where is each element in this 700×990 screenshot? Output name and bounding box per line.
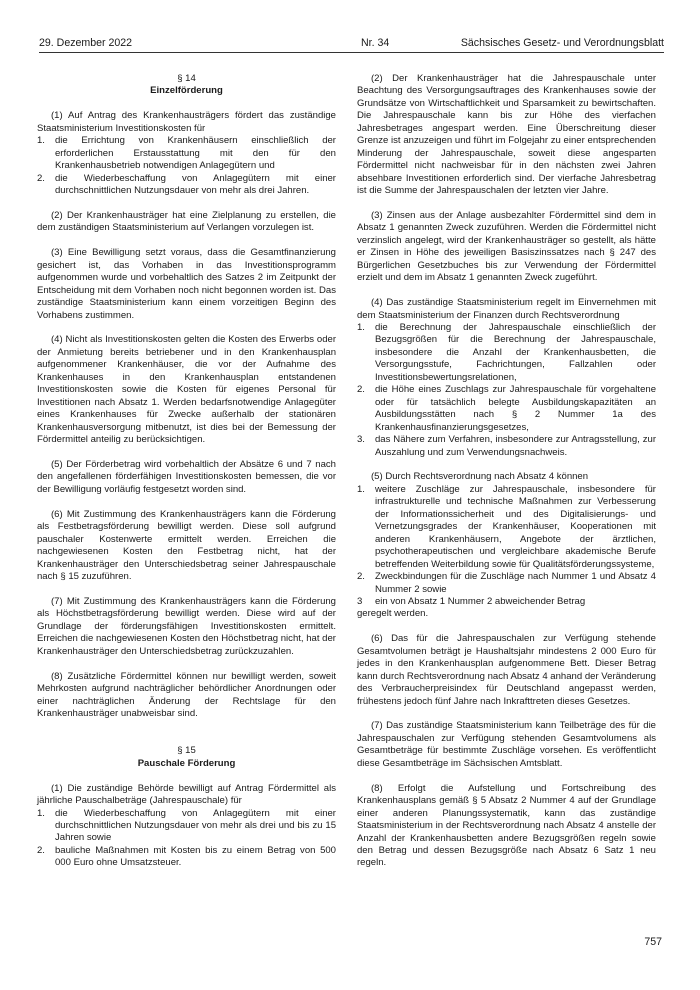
s14-p1-list xyxy=(37,135,336,197)
s14-paragraph-7: (7) Mit Zustimmung des Krankenhausträgers kann die Förderung als Höchstbetragsförderung bewilligt werden. Diese wird auf der Grundlage der förderungsfähigen Investitionskosten ermittelt. Erreichen die nachgewiesenen Kosten den Höchstbetrag nicht, hat der Krankenhausträger den Unterschiedsbetrag zurückzuzahlen. xyxy=(37,595,336,657)
list-item: 1. die Berechnung der Jahrespauschale einschließlich der Bezugsgrößen für die Berechnung der Jahrespauschale, insbesondere die Anzahl der Krankenhausbetten, die Versorgungsstufe, Fachrichtungen, Fallzahlen oder Investitionsbewertungsrelationen, xyxy=(357,322,656,383)
list-item: 2. die Höhe eines Zuschlags zur Jahrespauschale für vorgehaltene oder für tatsächlich belegte Ausbildungskapazitäten an Ausbildungsstätten nach § 2 Nummer 1a des Krankenhausfinanzierungsgesetzes, xyxy=(357,384,656,433)
s14-paragraph-6: (6) Mit Zustimmung des Krankenhausträgers kann die Förderung als Festbetragsförderung bewilligt werden. Diese soll aufgrund pauschaler Kostenwerte ermittelt werden. Erreichen die nachgewiesenen Kosten den Festbetrag nicht, hat der Krankenhausträger den Unterschiedsbetrag seiner Jahrespauschale nach § 15 zuzuführen. xyxy=(37,508,336,583)
s15-p5-outro: geregelt werden. xyxy=(357,608,429,620)
s14-paragraph-3: (3) Eine Bewilligung setzt voraus, dass die Gesamtfinanzierung gesichert ist, das Vorhaben in das Investitionsprogramm aufgenommen wurde und vorbehaltlich des Satzes 2 im Zeitpunkt der Entscheidung mit dem Vorhaben noch nicht begonnen worden ist. Das zuständige Staatsministerium kann einem vorzeitigen Beginn des Vorhabens zustimmen. xyxy=(37,247,336,321)
section-14-number: § 14 xyxy=(177,73,196,84)
s15-paragraph-2: (2) Der Krankenhausträger hat die Jahrespauschale unter Beachtung des Versorgungsauftrages des Krankenhauses sowie der Grundsätze von Wirtschaftlichkeit und Sparsamkeit zu bewirtschaften. Die Jahrespauschale kann bis zur Höhe des vierfachen Jahresbetrages angespart werden. Eine Überschreitung dieser Grenze ist anzuzeigen und führt im Folgejahr zu einer entsprechenden Minderung der Jahrespauschale, soweit diese angesparten Fördermittel nicht nachweisbar für in den nächsten zwei Jahren absehbare Investitionen erforderlich sind. Der vierfache Jahresbetrag ist die Summe der Jahrespauschalen der letzten vier Jahre. xyxy=(357,73,656,197)
s14-paragraph-1: (1) Auf Antrag des Krankenhausträgers fördert das zuständige Staatsministerium Investitionskosten für xyxy=(37,110,336,134)
header-publication: Sächsisches Gesetz- und Verordnungsblatt xyxy=(460,37,664,49)
list-item: 2. die Wiederbeschaffung von Anlagegütern mit einer durchschnittlichen Nutzungsdauer von mehr als drei Jahren. xyxy=(37,172,336,197)
s15-paragraph-6: (6) Das für die Jahrespauschalen zur Verfügung stehende Gesamtvolumen beträgt je Haushaltsjahr mindestens 2 000 Euro für jedes in den Krankenhausplan aufgenommene Bett. Dieser Betrag kann durch Rechtsverordnung nach Absatz 4 anhand der Veränderung des Verbraucherpreisindex für Deutschland angepasst werden, frühestens jedoch fünf Jahre nach Inkrafttreten dieses Gesetzes. xyxy=(357,633,656,707)
page-number: 757 xyxy=(644,936,662,948)
right-column xyxy=(357,73,656,870)
list-item: 3 ein von Absatz 1 Nummer 2 abweichender Betrag xyxy=(357,595,586,607)
section-15-number: § 15 xyxy=(177,745,196,757)
s15-paragraph-8: (8) Erfolgt die Aufstellung und Fortschreibung des Krankenhausplans gemäß § 5 Absatz 2 Nummer 4 auf der Grundlage einer anderen Planungssystematik, kann das zuständige Staatsministerium in der Rechtsverordnung nach Absatz 4 anstelle der Anzahl der Krankenhausbetten andere Bezugsgrößen regeln sowie den Betrag und dessen Bezugsgröße nach Absatz 6 Satz 1 neu regeln. xyxy=(357,782,656,869)
list-item: 1. die Wiederbeschaffung von Anlagegütern mit einer durchschnittlichen Nutzungsdauer von mehr als drei und bis zu 15 Jahren sowie xyxy=(37,807,336,844)
s15-p4-list xyxy=(357,322,656,459)
list-item: 3. das Nähere zum Verfahren, insbesondere zur Antragsstellung, zur Auszahlung und zum Verwendungsnachweis. xyxy=(357,434,656,458)
s15-paragraph-1: (1) Die zuständige Behörde bewilligt auf Antrag Fördermittel als jährliche Pauschalbeträge (Jahrespauschale) für xyxy=(37,782,336,807)
list-item: 2. Zweckbindungen für die Zuschläge nach Nummer 1 und Absatz 4 Nummer 2 sowie xyxy=(357,571,656,595)
s15-paragraph-3: (3) Zinsen aus der Anlage ausbezahlter Fördermittel sind dem in Absatz 1 genannten Zweck zuzuführen. Werden die Fördermittel nicht verzinslich angelegt, wird der Krankenhausträger so gestellt, als hätte er Zinsen in Höhe des jeweiligen Basiszinssatzes nach § 247 des Bürgerlichen Gesetzbuches bis zur Verwendung der Fördermittel erzielt und dem im Absatz 1 genannten Zweck zugeführt. xyxy=(357,209,656,284)
left-column xyxy=(37,73,336,870)
section-15-title: Pauschale Förderung xyxy=(137,757,236,769)
section-14-title: Einzelförderung xyxy=(150,85,223,97)
s15-paragraph-5: (5) Durch Rechtsverordnung nach Absatz 4 können xyxy=(371,471,589,483)
list-item: 1. weitere Zuschläge zur Jahrespauschale, insbesondere für infrastrukturelle und technische Maßnahmen zur Verbesserung der Informationssicherheit und des Digitalisierungs- und Vernetzungsgrades der Krankenhäuser, Kooperationen mit anderen Krankenhäusern, Angebote der ärztlichen, psychotherapeutischen und vergleichbare akademische Berufe betreffenden Weiterbildung sowie für Qualitätsförderungssysteme, xyxy=(357,483,656,570)
s14-paragraph-8: (8) Zusätzliche Fördermittel können nur bewilligt werden, soweit Mehrkosten aufgrund nachträglicher behördlicher Anordnungen oder einer nachträglichen Änderung der Rechtslage für den Krankenhausträger unabweisbar sind. xyxy=(37,670,336,719)
s15-p1-list xyxy=(37,808,336,870)
header-date: 29. Dezember 2022 xyxy=(39,37,133,49)
s15-paragraph-7: (7) Das zuständige Staatsministerium kann Teilbeträge des für die Jahrespauschalen zur Verfügung stehenden Gesamtvolumens als Gesamtbeträge für bestimmte Zuschläge vorsehen. Es veröffentlicht diese Gesamtbeträge im Sächsischen Amtsblatt. xyxy=(357,720,656,769)
s15-paragraph-4: (4) Das zuständige Staatsministerium regelt im Einvernehmen mit dem Staatsministerium der Finanzen durch Rechtsverordnung xyxy=(357,297,656,321)
s15-p5-list xyxy=(357,484,656,609)
list-item: 2. bauliche Maßnahmen mit Kosten bis zu einem Betrag von 500 000 Euro ohne Umsatzsteuer. xyxy=(37,844,336,869)
header-issue: Nr. 34 xyxy=(361,37,390,49)
running-header xyxy=(39,36,664,53)
s14-paragraph-4: (4) Nicht als Investitionskosten gelten die Kosten des Erwerbs oder der Anmietung bereits betriebener und in den Krankenhausplan aufgenommener Krankenhäuser, die vor der Aufnahme des Krankenhauses in den Krankenhausplan entstandenen Investitionskosten sowie die Kosten für eigenes Personal für Investitionen nach Absatz 1. Werden bedarfsnotwendige Anlagegüter eines Krankenhauses für Zwecke außerhalb der stationären Krankenhausversorgung mitbenutzt, ist dies bei der Bemessung der Fördermittel anteilig zu berücksichtigen. xyxy=(37,334,336,446)
s14-paragraph-5: (5) Der Förderbetrag wird vorbehaltlich der Absätze 6 und 7 nach den angefallenen förderfähigen Investitionskosten bemessen, die vor der Bewilligung vorläufig festgesetzt worden sind. xyxy=(37,458,336,495)
list-item: 1. die Errichtung von Krankenhäusern einschließlich der erforderlichen Erstausstattung mit den für den Krankenhausbetrieb notwendigen Anlagegütern und xyxy=(37,135,336,172)
s14-paragraph-2: (2) Der Krankenhausträger hat eine Zielplanung zu erstellen, die dem zuständigen Staatsministerium auf Verlangen vorzulegen ist. xyxy=(37,209,336,234)
